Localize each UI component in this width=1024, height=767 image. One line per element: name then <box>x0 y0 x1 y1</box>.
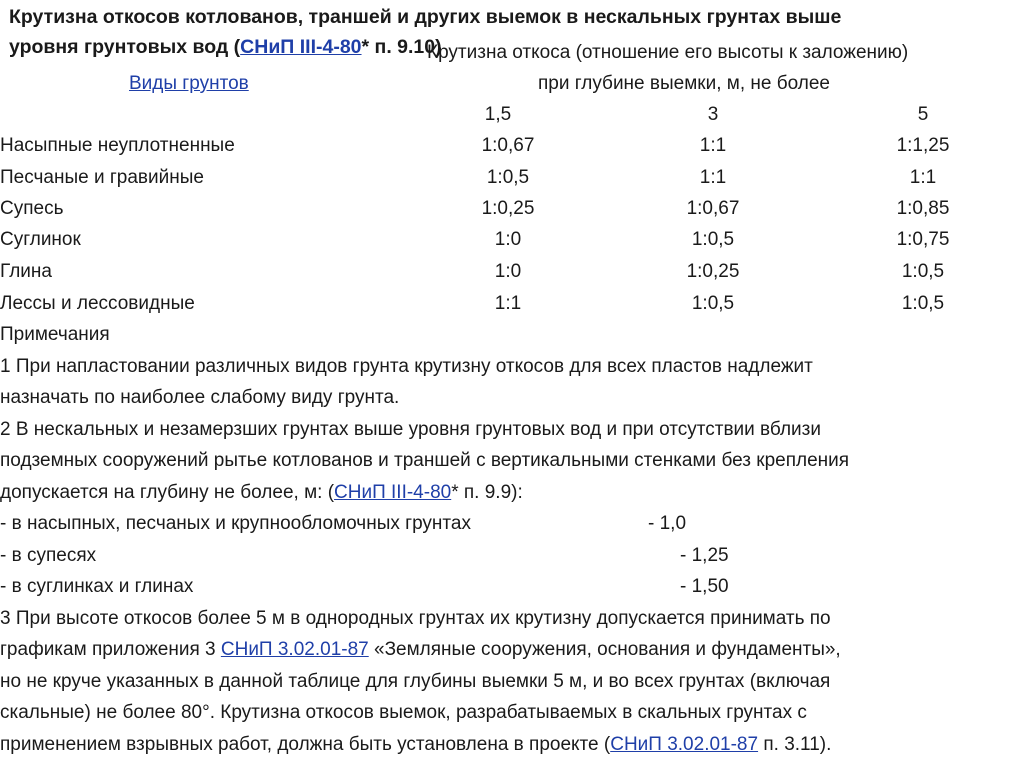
table-cell: 1:0,5 <box>691 293 735 314</box>
note-3-line-4: скальные) не более 80°. Крутизна откосов выемок, разрабатываемых в скальных грунтах с <box>0 702 807 723</box>
title-line-1: Крутизна откосов котлованов, траншей и других выемок в нескальных грунтах выше <box>9 6 842 28</box>
table-cell: 1:1 <box>909 167 937 188</box>
table-row-soil: Супесь <box>0 198 64 219</box>
table-cell: 1:1 <box>494 293 522 314</box>
page-title <box>9 4 841 30</box>
table-row-soil: Лессы и лессовидные <box>0 293 195 314</box>
note-3-line-3: но не круче указанных в данной таблице для глубины выемки 5 м, и во всех грунтах (включая <box>0 671 831 692</box>
table-cell: 1:0 <box>494 261 522 282</box>
depth-item-label: - в суглинках и глинах <box>0 576 194 597</box>
table-cell: 1:0,5 <box>486 167 530 188</box>
table-cell: 1:0 <box>494 229 522 250</box>
table-cell: 1:1,25 <box>896 135 950 156</box>
depth-item-value: - 1,0 <box>648 513 687 534</box>
table-cell: 1:0,5 <box>901 261 945 282</box>
table-cell: 1:0,5 <box>901 293 945 314</box>
depth-header-3: 5 <box>917 104 929 125</box>
note-2-line-3: допускается на глубину не более, м: (СНиП III-4-80* п. 9.9): <box>0 482 523 503</box>
snip-link-note-3b[interactable]: СНиП 3.02.01-87 <box>610 734 759 755</box>
note-2-line-1: 2 В нескальных и незамерзших грунтах выше уровня грунтовых вод и при отсутствии вблизи <box>0 419 821 440</box>
snip-link-note-2[interactable]: СНиП III-4-80 <box>334 482 452 503</box>
table-cell: 1:0,25 <box>686 261 740 282</box>
depth-header-2: 3 <box>707 104 719 125</box>
snip-link-note-3a[interactable]: СНиП 3.02.01-87 <box>220 639 369 660</box>
depth-header-1: 1,5 <box>484 104 512 125</box>
table-cell: 1:1 <box>699 167 727 188</box>
depth-item-value: - 1,25 <box>680 545 729 566</box>
header-steepness: Крутизна откоса (отношение его высоты к заложению) <box>427 42 909 63</box>
table-cell: 1:0,85 <box>896 198 950 219</box>
note-1-line-2: назначать по наиболее слабому виду грунта. <box>0 387 400 408</box>
table-row-soil: Песчаные и гравийные <box>0 167 204 188</box>
table-row-soil: Глина <box>0 261 52 282</box>
page-title-line-2: уровня грунтовых вод (СНиП III-4-80* п. 9.10) <box>9 36 442 58</box>
note-3-line-5: применением взрывных работ, должна быть установлена в проекте (СНиП 3.02.01-87 п. 3.11). <box>0 734 832 755</box>
table-row-soil: Насыпные неуплотненные <box>0 135 235 156</box>
table-cell: 1:0,25 <box>481 198 535 219</box>
table-cell: 1:1 <box>699 135 727 156</box>
note-3-line-1: 3 При высоте откосов более 5 м в однородных грунтах их крутизну допускается принимать по <box>0 608 831 629</box>
note-1-line-1: 1 При напластовании различных видов грунта крутизну откосов для всех пластов надлежит <box>0 356 813 377</box>
notes-heading: Примечания <box>0 324 110 345</box>
table-cell: 1:0,75 <box>896 229 950 250</box>
depth-item-label: - в супесях <box>0 545 97 566</box>
snip-link-title[interactable]: СНиП III-4-80 <box>240 36 362 58</box>
table-cell: 1:0,5 <box>691 229 735 250</box>
depth-item-value: - 1,50 <box>680 576 729 597</box>
header-depth: при глубине выемки, м, не более <box>538 73 830 94</box>
table-cell: 1:0,67 <box>686 198 740 219</box>
table-row-soil: Суглинок <box>0 229 81 250</box>
depth-item-label: - в насыпных, песчаных и крупнообломочных грунтах <box>0 513 471 534</box>
soil-types-link[interactable]: Виды грунтов <box>129 73 249 94</box>
table-cell: 1:0,67 <box>481 135 535 156</box>
note-2-line-2: подземных сооружений рытье котлованов и траншей с вертикальными стенками без крепления <box>0 450 850 471</box>
note-3-line-2: графикам приложения 3 СНиП 3.02.01-87 «Земляные сооружения, основания и фундаменты», <box>0 639 841 660</box>
